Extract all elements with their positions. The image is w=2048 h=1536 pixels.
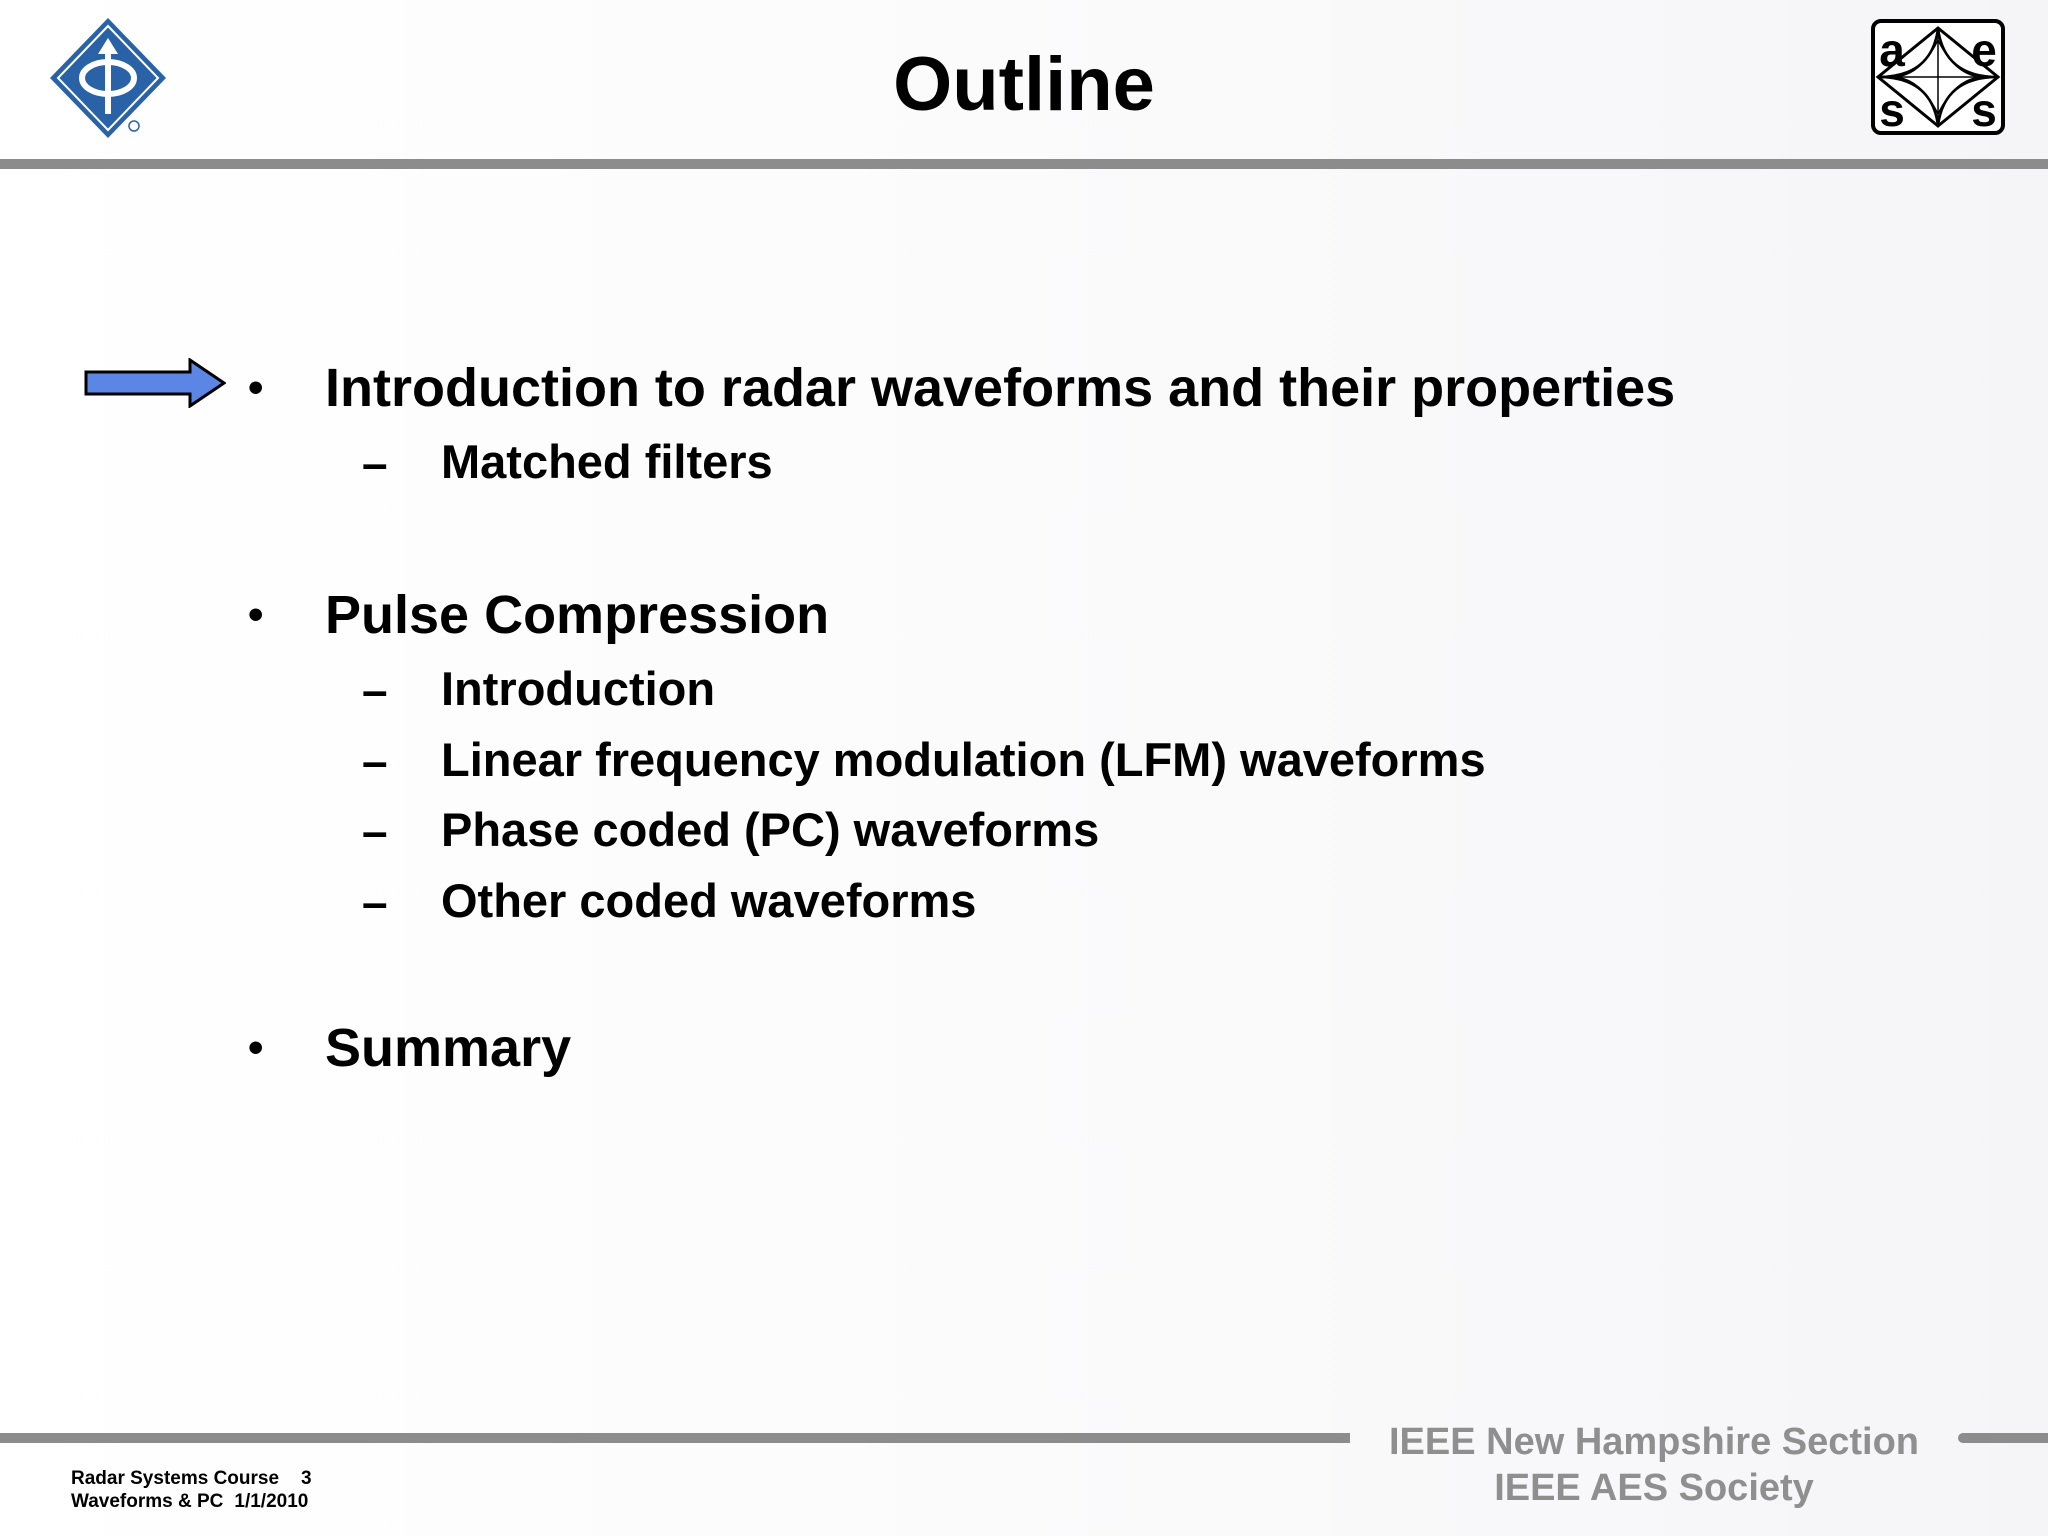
dash-icon: –	[362, 735, 388, 787]
dash-icon: –	[362, 437, 388, 489]
footer-topic: Waveforms & PC	[71, 1491, 224, 1512]
footer-org-line1: IEEE New Hampshire Section	[1388, 1421, 1920, 1463]
footer-course-line	[71, 1467, 312, 1490]
outline-item-introduction-to-radar-waveforms: Introduction to radar waveforms and their properties	[325, 358, 1676, 418]
footer-divider-left	[0, 1433, 1350, 1443]
aes-letter-s-right: s	[1971, 84, 1997, 136]
outline-subitem-pc-waveforms: Phase coded (PC) waveforms	[441, 803, 1100, 856]
right-arrow-icon	[84, 358, 226, 408]
outline-item-summary: Summary	[325, 1018, 572, 1078]
dash-icon: –	[362, 805, 388, 857]
bullet-icon: •	[248, 590, 264, 639]
aes-letter-e: e	[1971, 24, 1997, 76]
footer-page-number: 3	[301, 1468, 312, 1489]
outline-subitem-matched-filters: Matched filters	[441, 435, 773, 488]
footer-date: 1/1/2010	[234, 1491, 309, 1512]
dash-icon: –	[362, 876, 388, 928]
aes-letter-s-left: s	[1879, 84, 1905, 136]
dash-icon: –	[362, 664, 388, 716]
aes-letter-a: a	[1879, 24, 1905, 76]
slide-title: Outline	[893, 42, 1155, 127]
outline-subitem-introduction: Introduction	[441, 662, 716, 715]
bullet-icon: •	[248, 363, 264, 412]
bullet-icon: •	[248, 1023, 264, 1072]
footer-org-line2: IEEE AES Society	[1494, 1467, 1814, 1509]
aes-logo	[1870, 18, 2006, 136]
header-divider	[0, 159, 2048, 169]
outline-subitem-lfm-waveforms: Linear frequency modulation (LFM) waveforms	[441, 733, 1486, 786]
outline-item-pulse-compression: Pulse Compression	[325, 585, 830, 645]
footer-course: Radar Systems Course	[71, 1468, 280, 1489]
footer-divider-right	[1958, 1433, 2048, 1443]
outline-subitem-other-coded-waveforms: Other coded waveforms	[441, 874, 977, 927]
footer-topic-line	[71, 1490, 308, 1513]
